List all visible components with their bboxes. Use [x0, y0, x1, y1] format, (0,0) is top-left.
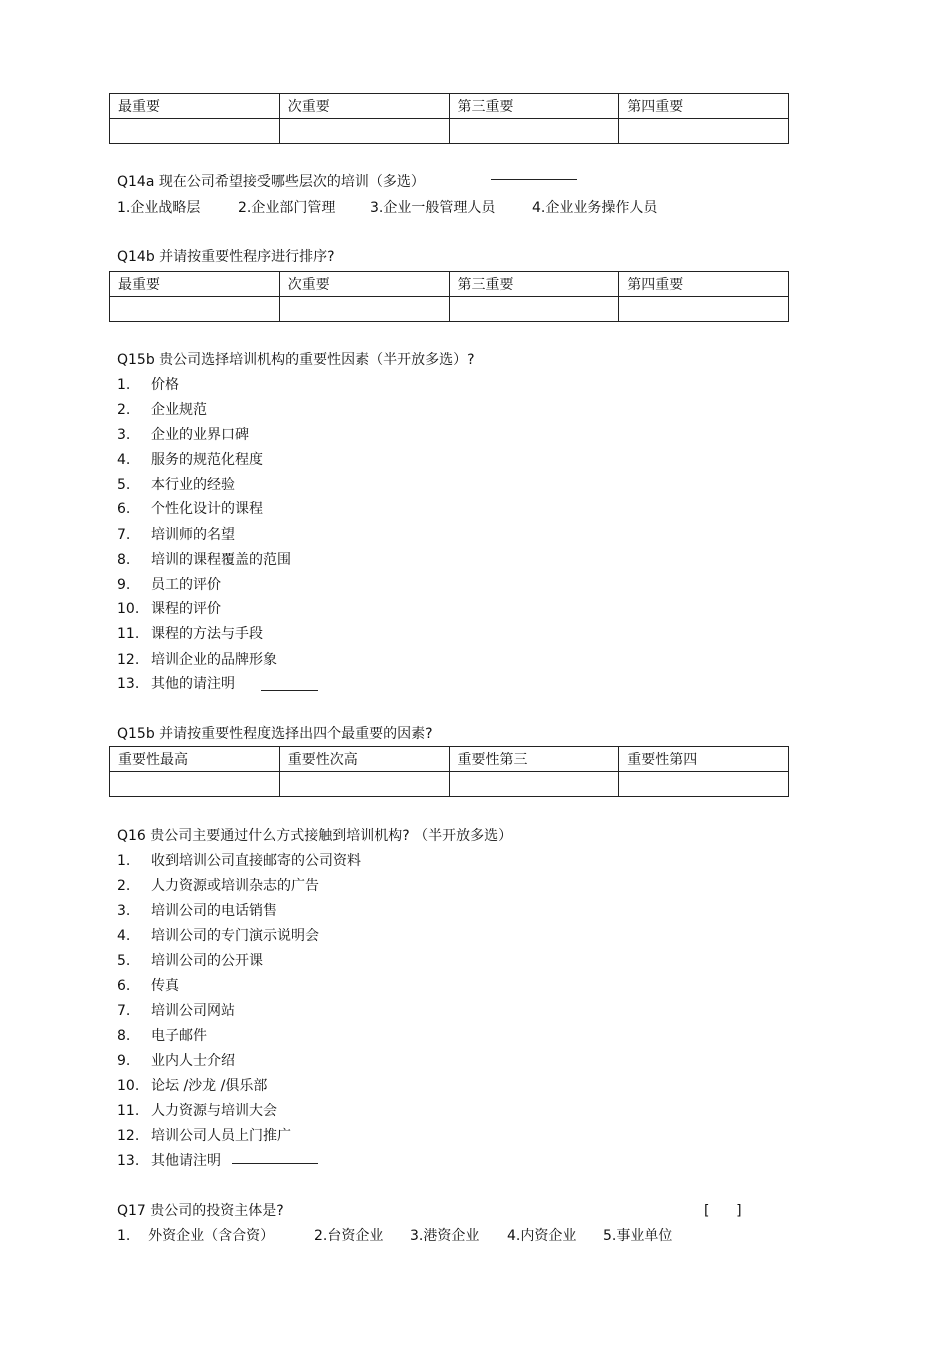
table-cell: 最重要	[110, 272, 280, 297]
item-number: 13.	[117, 676, 140, 692]
item-number: 5.	[117, 953, 131, 969]
answer-cell[interactable]	[279, 772, 449, 797]
list-item	[117, 451, 263, 469]
table-cell: 重要性第三	[449, 747, 619, 772]
item-number: 4.	[117, 928, 131, 944]
item-text: 培训的课程覆盖的范围	[151, 552, 291, 568]
item-text: 服务的规范化程度	[151, 452, 263, 468]
item-number: 7.	[117, 527, 131, 543]
item-text: 价格	[151, 377, 179, 393]
list-item	[117, 576, 221, 594]
item-number: 12.	[117, 652, 140, 668]
item-number: 4.	[117, 452, 131, 468]
list-item	[117, 1152, 221, 1170]
item-number: 8.	[117, 1028, 131, 1044]
q15b-title: Q15b 并请按重要性程度选择出四个最重要的因素?	[117, 726, 433, 742]
q17-option-1: 1. 外资企业（含合资）	[117, 1228, 275, 1244]
list-item	[117, 551, 291, 569]
item-text: 个性化设计的课程	[151, 501, 263, 517]
table-header-row	[110, 747, 789, 772]
item-number: 5.	[117, 477, 131, 493]
item-number: 6.	[117, 978, 131, 994]
answer-cell[interactable]	[279, 119, 449, 144]
list-item	[117, 927, 319, 945]
item-number: 1.	[117, 377, 131, 393]
item-text: 企业规范	[151, 402, 207, 418]
item-text: 人力资源或培训杂志的广告	[151, 878, 319, 894]
item-number: 9.	[117, 1053, 131, 1069]
item-number: 12.	[117, 1128, 140, 1144]
table-cell: 重要性最高	[110, 747, 280, 772]
answer-cell[interactable]	[449, 119, 619, 144]
q17-option-5: 5.事业单位	[603, 1228, 673, 1244]
item-number: 9.	[117, 577, 131, 593]
item-text: 传真	[151, 978, 179, 994]
item-text: 课程的方法与手段	[151, 626, 263, 642]
item-text: 培训公司的公开课	[151, 953, 263, 969]
item-number: 2.	[117, 878, 131, 894]
item-number: 13.	[117, 1153, 140, 1169]
q17-option-4: 4.内资企业	[507, 1228, 577, 1244]
table-cell: 第三重要	[449, 272, 619, 297]
list-item	[117, 1127, 291, 1145]
answer-cell[interactable]	[619, 297, 789, 322]
table-answer-row	[110, 119, 789, 144]
item-text: 其他的请注明	[151, 676, 235, 692]
q14a-answer-line[interactable]	[491, 179, 577, 180]
q17-option-2: 2.台资企业	[314, 1228, 384, 1244]
answer-cell[interactable]	[449, 297, 619, 322]
answer-cell[interactable]	[279, 297, 449, 322]
ranking-table-top	[109, 93, 789, 144]
q17-title: Q17 贵公司的投资主体是?	[117, 1203, 284, 1219]
table-header-row	[110, 94, 789, 119]
table-answer-row	[110, 297, 789, 322]
table-header-row	[110, 272, 789, 297]
list-item	[117, 401, 207, 419]
q14a-option-4: 4.企业业务操作人员	[532, 200, 658, 216]
table-cell: 最重要	[110, 94, 280, 119]
q15b-ranking-table	[109, 746, 789, 797]
item-text: 课程的评价	[151, 601, 221, 617]
list-item	[117, 376, 179, 394]
item-text: 员工的评价	[151, 577, 221, 593]
list-item	[117, 902, 277, 920]
item-text: 企业的业界口碑	[151, 427, 249, 443]
item-number: 11.	[117, 626, 140, 642]
list-item	[117, 1102, 277, 1120]
q14b-title: Q14b 并请按重要性程序进行排序?	[117, 249, 335, 265]
item-text: 其他请注明	[151, 1153, 221, 1169]
answer-cell[interactable]	[110, 772, 280, 797]
table-cell: 第四重要	[619, 94, 789, 119]
list-item	[117, 1027, 207, 1045]
q16-other-answer-line[interactable]	[232, 1163, 318, 1164]
item-number: 10.	[117, 601, 140, 617]
list-item	[117, 526, 235, 544]
answer-cell[interactable]	[619, 119, 789, 144]
item-text: 本行业的经验	[151, 477, 235, 493]
item-number: 1.	[117, 853, 131, 869]
item-text: 电子邮件	[151, 1028, 207, 1044]
item-number: 7.	[117, 1003, 131, 1019]
table-cell: 次重要	[279, 94, 449, 119]
table-cell: 重要性第四	[619, 747, 789, 772]
item-number: 11.	[117, 1103, 140, 1119]
q17-answer-bracket[interactable]: [ ]	[704, 1203, 742, 1219]
item-number: 6.	[117, 501, 131, 517]
list-item	[117, 977, 179, 995]
answer-cell[interactable]	[619, 772, 789, 797]
item-text: 培训企业的品牌形象	[151, 652, 277, 668]
q17-option-3: 3.港资企业	[410, 1228, 480, 1244]
list-item	[117, 426, 249, 444]
list-item	[117, 952, 263, 970]
list-item	[117, 1052, 235, 1070]
q16-title: Q16 贵公司主要通过什么方式接触到培训机构? （半开放多选）	[117, 828, 513, 844]
item-number: 2.	[117, 402, 131, 418]
list-item	[117, 877, 319, 895]
table-cell: 第四重要	[619, 272, 789, 297]
q14b-ranking-table	[109, 271, 789, 322]
item-text: 培训公司的专门演示说明会	[151, 928, 319, 944]
list-item	[117, 651, 277, 669]
answer-cell[interactable]	[110, 297, 280, 322]
item-text: 人力资源与培训大会	[151, 1103, 277, 1119]
q14a-title: Q14a 现在公司希望接受哪些层次的培训（多选）	[117, 174, 425, 190]
list-item	[117, 1002, 235, 1020]
item-number: 10.	[117, 1078, 140, 1094]
list-item	[117, 625, 263, 643]
q15-other-answer-line[interactable]	[261, 690, 318, 691]
table-cell: 第三重要	[449, 94, 619, 119]
item-text: 收到培训公司直接邮寄的公司资料	[151, 853, 361, 869]
item-text: 论坛 /沙龙 /俱乐部	[151, 1078, 268, 1094]
q15-factors-title: Q15b 贵公司选择培训机构的重要性因素（半开放多选）?	[117, 352, 475, 368]
list-item	[117, 852, 361, 870]
list-item	[117, 600, 221, 618]
item-text: 培训公司的电话销售	[151, 903, 277, 919]
q14a-option-2: 2.企业部门管理	[238, 200, 336, 216]
q14a-option-3: 3.企业一般管理人员	[370, 200, 496, 216]
table-cell: 次重要	[279, 272, 449, 297]
item-text: 培训公司网站	[151, 1003, 235, 1019]
answer-cell[interactable]	[449, 772, 619, 797]
list-item	[117, 675, 235, 693]
answer-cell[interactable]	[110, 119, 280, 144]
item-number: 8.	[117, 552, 131, 568]
table-cell: 重要性次高	[279, 747, 449, 772]
table-answer-row	[110, 772, 789, 797]
item-text: 业内人士介绍	[151, 1053, 235, 1069]
item-text: 培训师的名望	[151, 527, 235, 543]
item-number: 3.	[117, 903, 131, 919]
list-item	[117, 1077, 267, 1095]
item-text: 培训公司人员上门推广	[151, 1128, 291, 1144]
list-item	[117, 500, 263, 518]
q14a-option-1: 1.企业战略层	[117, 200, 201, 216]
item-number: 3.	[117, 427, 131, 443]
list-item	[117, 476, 235, 494]
